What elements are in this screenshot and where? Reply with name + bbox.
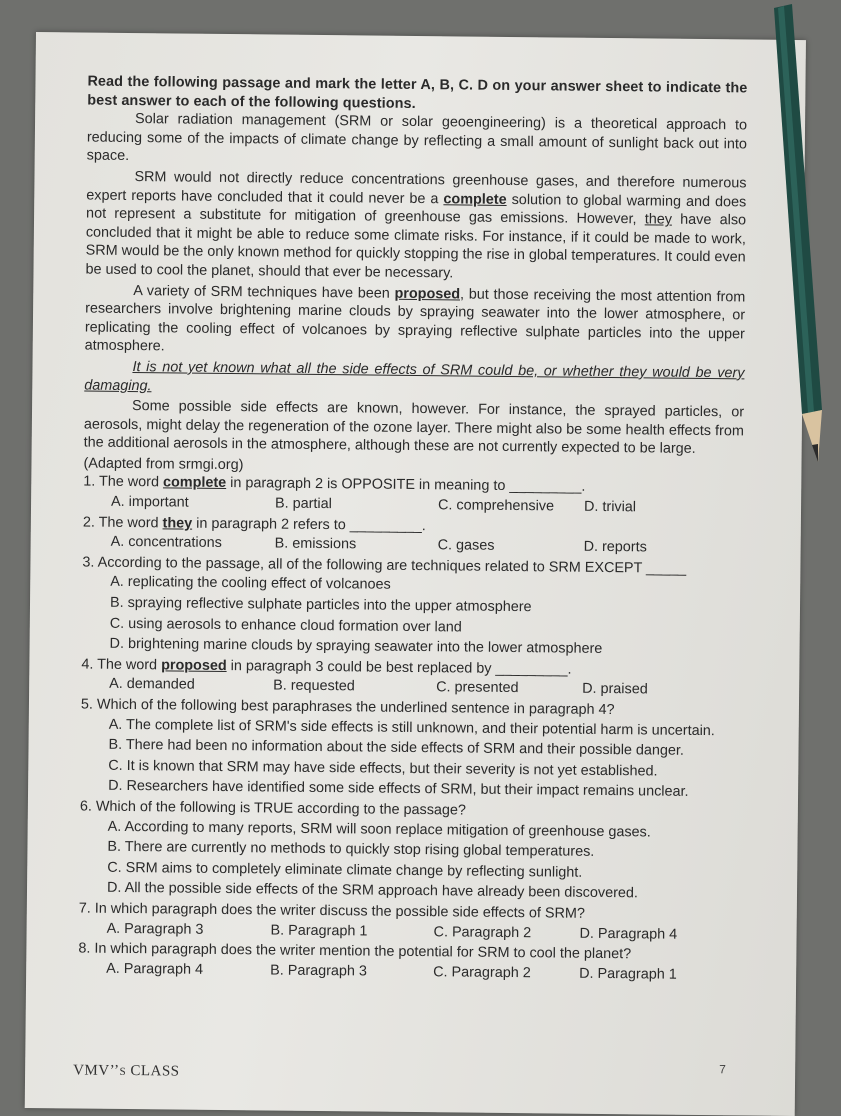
keyword-they: they <box>644 211 673 228</box>
q5-option-b: B. There had been no information about the side effects of SRM and their possible danger. <box>108 736 685 760</box>
q1-stem-b: in paragraph 2 is OPPOSITE in meaning to _________. <box>230 475 586 496</box>
q8-option-a: A. Paragraph 4 <box>106 960 204 978</box>
pencil-icon <box>772 0 832 500</box>
p2-text-c: have also concluded that it might be able to reduce some climate risks. For instance, if it could be made to work, SRM would be the only known method for quickly stopping the rise in global temperatures. It could even be used to cool the planet, should that ever be necessary. <box>85 211 747 282</box>
q3-option-b: B. spraying reflective sulphate particles into the upper atmosphere <box>109 594 532 616</box>
p3-text-a: A variety of SRM techniques have been <box>133 282 390 302</box>
p2-text-a: SRM would not directly reduce concentrations greenhouse gases, and therefore numerous expert reports have concluded that it could never be a <box>86 169 747 207</box>
passage-paragraph-2 <box>85 168 746 286</box>
p2-text-b: solution to global warming and does not represent a substitute for mitigation of greenhouse gas emissions. However, <box>86 191 747 228</box>
q4-option-c: C. presented <box>436 679 519 697</box>
q1-stem-a: 1. The word <box>83 473 160 491</box>
q4-stem-b: in paragraph 3 could be best replaced by _________. <box>230 657 572 678</box>
q8-option-c: C. Paragraph 2 <box>433 963 531 981</box>
q2-option-c: C. gases <box>437 537 495 555</box>
worksheet-page <box>25 32 806 1116</box>
q1-option-c: C. comprehensive <box>437 497 555 515</box>
q4-option-b: B. requested <box>273 677 355 695</box>
q4-keyword: proposed <box>161 657 227 674</box>
q6-option-c: C. SRM aims to completely eliminate climate change by reflecting sunlight. <box>107 859 583 881</box>
q3-option-a: A. replicating the cooling effect of volcanoes <box>110 574 391 594</box>
footer-class-label: VMV’’s CLASS <box>73 1062 180 1080</box>
q6-option-d: D. All the possible side effects of the SRM approach have already been discovered. <box>106 880 638 902</box>
q4-option-d: D. praised <box>582 681 648 698</box>
question-8: 8. In which paragraph does the writer mention the potential for SRM to cool the planet? <box>78 940 632 963</box>
question-3: 3. According to the passage, all of the following are techniques related to SRM EXCEPT _____ <box>82 554 687 577</box>
source-citation: (Adapted from srmgi.org) <box>83 455 244 474</box>
keyword-proposed: proposed <box>394 285 461 302</box>
q3-option-c: C. using aerosols to enhance cloud formation over land <box>109 615 462 636</box>
passage-paragraph-1: Solar radiation management (SRM or solar geoengineering) is a theoretical approach to reducing some of the impacts of climate change by reflecting a small amount of sunlight back out into space. <box>86 111 748 165</box>
q2-option-a: A. concentrations <box>110 534 222 552</box>
q2-stem-a: 2. The word <box>82 514 159 531</box>
p3-text-b: , but those receiving the most attention from researchers involve brightening marine clouds by spraying seawater into the lower atmosphere, or replicating the cooling effect of volcanoes by spraying reflective sulphate particles into the upper atmosphere. <box>84 285 746 355</box>
q7-option-a: A. Paragraph 3 <box>106 920 204 938</box>
q1-keyword: complete <box>162 474 227 492</box>
question-5: 5. Which of the following best paraphrases the underlined sentence in paragraph 4? <box>80 696 615 719</box>
question-6: 6. Which of the following is TRUE according to the passage? <box>79 798 467 819</box>
q7-option-d: D. Paragraph 4 <box>579 925 678 943</box>
passage-paragraph-5: Some possible side effects are known, however. For instance, the sprayed particles, or aerosols, might delay the regeneration of the ozone layer. There might also be some health effects from the additional aerosols in the atmosphere, although these are not currently expected to be large. <box>83 398 745 458</box>
q4-stem-a: 4. The word <box>81 656 158 674</box>
q2-option-b: B. emissions <box>274 535 357 553</box>
passage-paragraph-3 <box>85 281 746 362</box>
q6-option-a: A. According to many reports, SRM will soon replace mitigation of greenhouse gases. <box>107 818 651 841</box>
q6-option-b: B. There are currently no methods to quickly stop rising global temperatures. <box>107 838 595 861</box>
q8-option-b: B. Paragraph 3 <box>270 962 368 980</box>
instructions-heading: Read the following passage and mark the letter A, B, C. D on your answer sheet to indicate the best answer to each of the following questions. <box>87 73 748 112</box>
question-7: 7. In which paragraph does the writer discuss the possible side effects of SRM? <box>78 900 585 922</box>
q5-option-d: D. Researchers have identified some side effects of SRM, but their impact remains unclear. <box>108 778 689 801</box>
q7-option-b: B. Paragraph 1 <box>270 922 368 940</box>
page-number: 7 <box>719 1062 726 1077</box>
keyword-complete: complete <box>443 190 507 208</box>
q1-option-b: B. partial <box>274 495 332 513</box>
worksheet-content <box>78 73 747 987</box>
q4-option-a: A. demanded <box>109 676 195 694</box>
q5-option-c: C. It is known that SRM may have side effects, but their severity is not yet established. <box>108 757 658 780</box>
q2-stem-b: in paragraph 2 refers to _________. <box>196 515 426 534</box>
q7-option-c: C. Paragraph 2 <box>433 923 532 941</box>
q5-option-a: A. The complete list of SRM's side effects is still unknown, and their potential harm is uncertain. <box>108 716 715 739</box>
q1-option-d: D. trivial <box>583 498 637 516</box>
q2-keyword: they <box>162 515 193 532</box>
q2-option-d: D. reports <box>583 539 647 556</box>
q1-option-a: A. important <box>110 493 189 511</box>
passage-paragraph-4-underlined: It is not yet known what all the side effects of SRM could be, or whether they would be very damaging. <box>84 358 745 394</box>
q3-option-d: D. brightening marine clouds by spraying seawater into the lower atmosphere <box>109 636 603 658</box>
q8-option-d: D. Paragraph 1 <box>579 965 677 983</box>
